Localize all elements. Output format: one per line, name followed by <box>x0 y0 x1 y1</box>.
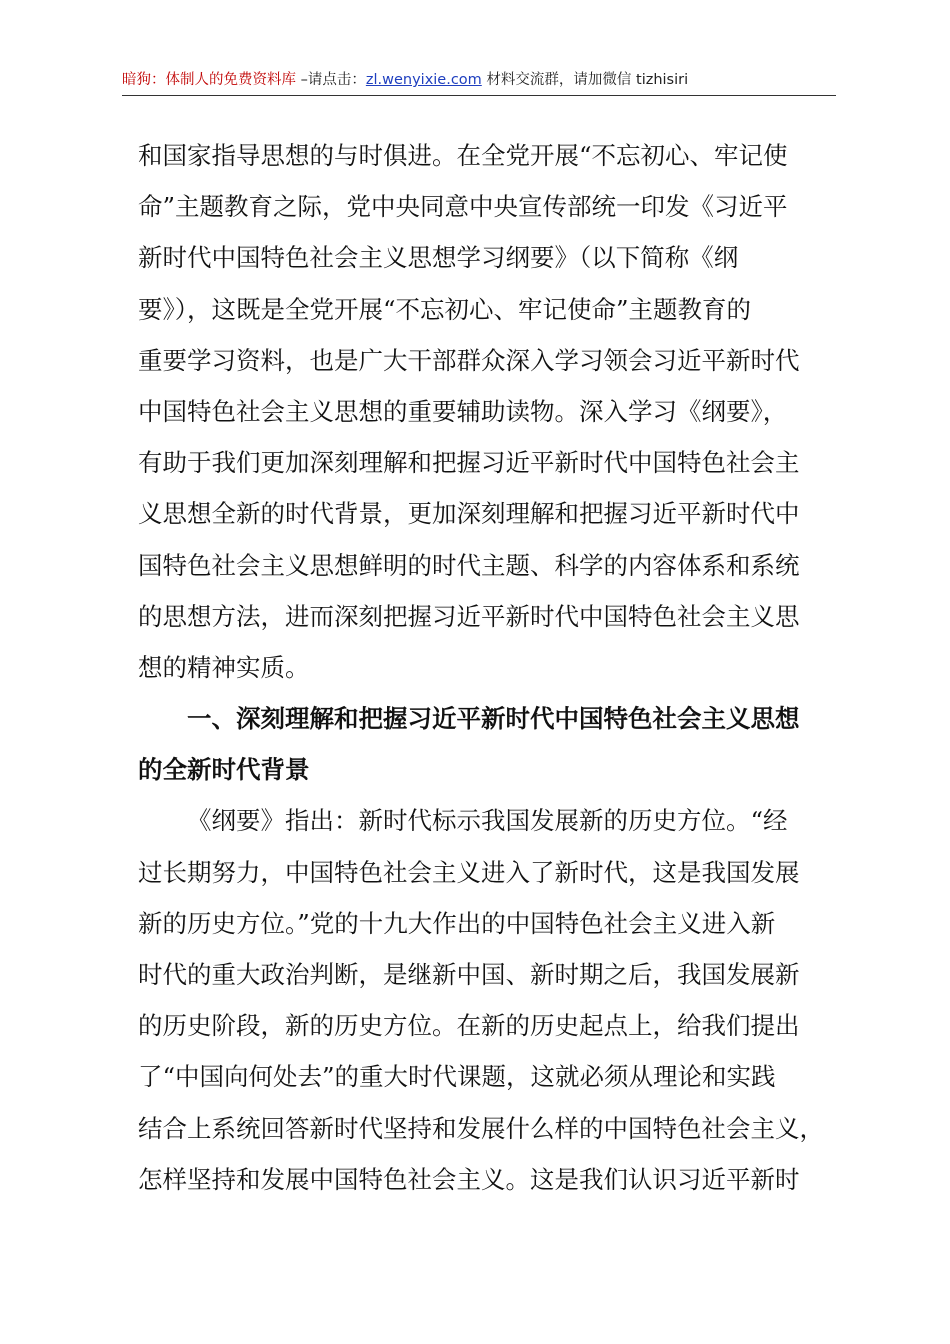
paragraph-line: 重要学习资料，也是广大干部群众深入学习领会习近平新时代 <box>138 345 800 375</box>
header-click-prompt: –请点击： <box>296 72 366 88</box>
paragraph-line: 的思想方法，进而深刻把握习近平新时代中国特色社会主义思 <box>138 601 800 631</box>
paragraph-line: 新的历史方位。”党的十九大作出的中国特色社会主义进入新 <box>138 908 776 938</box>
paragraph-line: 有助于我们更加深刻理解和把握习近平新时代中国特色社会主 <box>138 448 800 478</box>
paragraph-line: 国特色社会主义思想鲜明的时代主题、科学的内容体系和系统 <box>138 550 800 580</box>
paragraph-line: 《纲要》指出：新时代标示我国发展新的历史方位。“经 <box>187 806 788 836</box>
section-heading: 一、深刻理解和把握习近平新时代中国特色社会主义思想 <box>187 704 800 734</box>
paragraph-line: 想的精神实质。 <box>138 652 310 682</box>
paragraph-line: 和国家指导思想的与时俱进。在全党开展“不忘初心、牢记使 <box>138 141 788 170</box>
paragraph-line: 时代的重大政治判断，是继新中国、新时期之后，我国发展新 <box>138 960 800 989</box>
paragraph-line: 新时代中国特色社会主义思想学习纲要》（以下简称《纲 <box>138 243 739 273</box>
section-heading-continued: 的全新时代背景 <box>138 755 310 785</box>
header-source-label: 暗狗：体制人的免费资料库 <box>122 72 296 88</box>
page-header <box>122 66 836 94</box>
paragraph-line: 义思想全新的时代背景，更加深刻理解和把握习近平新时代中 <box>138 499 800 529</box>
paragraph-line: 命”主题教育之际，党中央同意中央宣传部统一印发《习近平 <box>138 192 788 222</box>
paragraph-line: 过长期努力，中国特色社会主义进入了新时代，这是我国发展 <box>138 857 800 887</box>
paragraph-line: 怎样坚持和发展中国特色社会主义。这是我们认识习近平新时 <box>138 1164 800 1194</box>
header-divider <box>122 95 836 96</box>
header-link[interactable]: zl.wenyixie.com <box>365 72 482 88</box>
document-body <box>138 130 828 1205</box>
paragraph-line: 要》），这既是全党开展“不忘初心、牢记使命”主题教育的 <box>138 294 752 324</box>
paragraph-line: 结合上系统回答新时代坚持和发展什么样的中国特色社会主义， <box>138 1113 824 1143</box>
header-contact: 材料交流群，请加微信 tizhisiri <box>481 72 689 88</box>
paragraph-line: 中国特色社会主义思想的重要辅助读物。深入学习《纲要》， <box>138 396 788 426</box>
paragraph-line: 了“中国向何处去”的重大时代课题，这就必须从理论和实践 <box>138 1062 776 1092</box>
paragraph-line: 的历史阶段，新的历史方位。在新的历史起点上，给我们提出 <box>138 1011 800 1041</box>
